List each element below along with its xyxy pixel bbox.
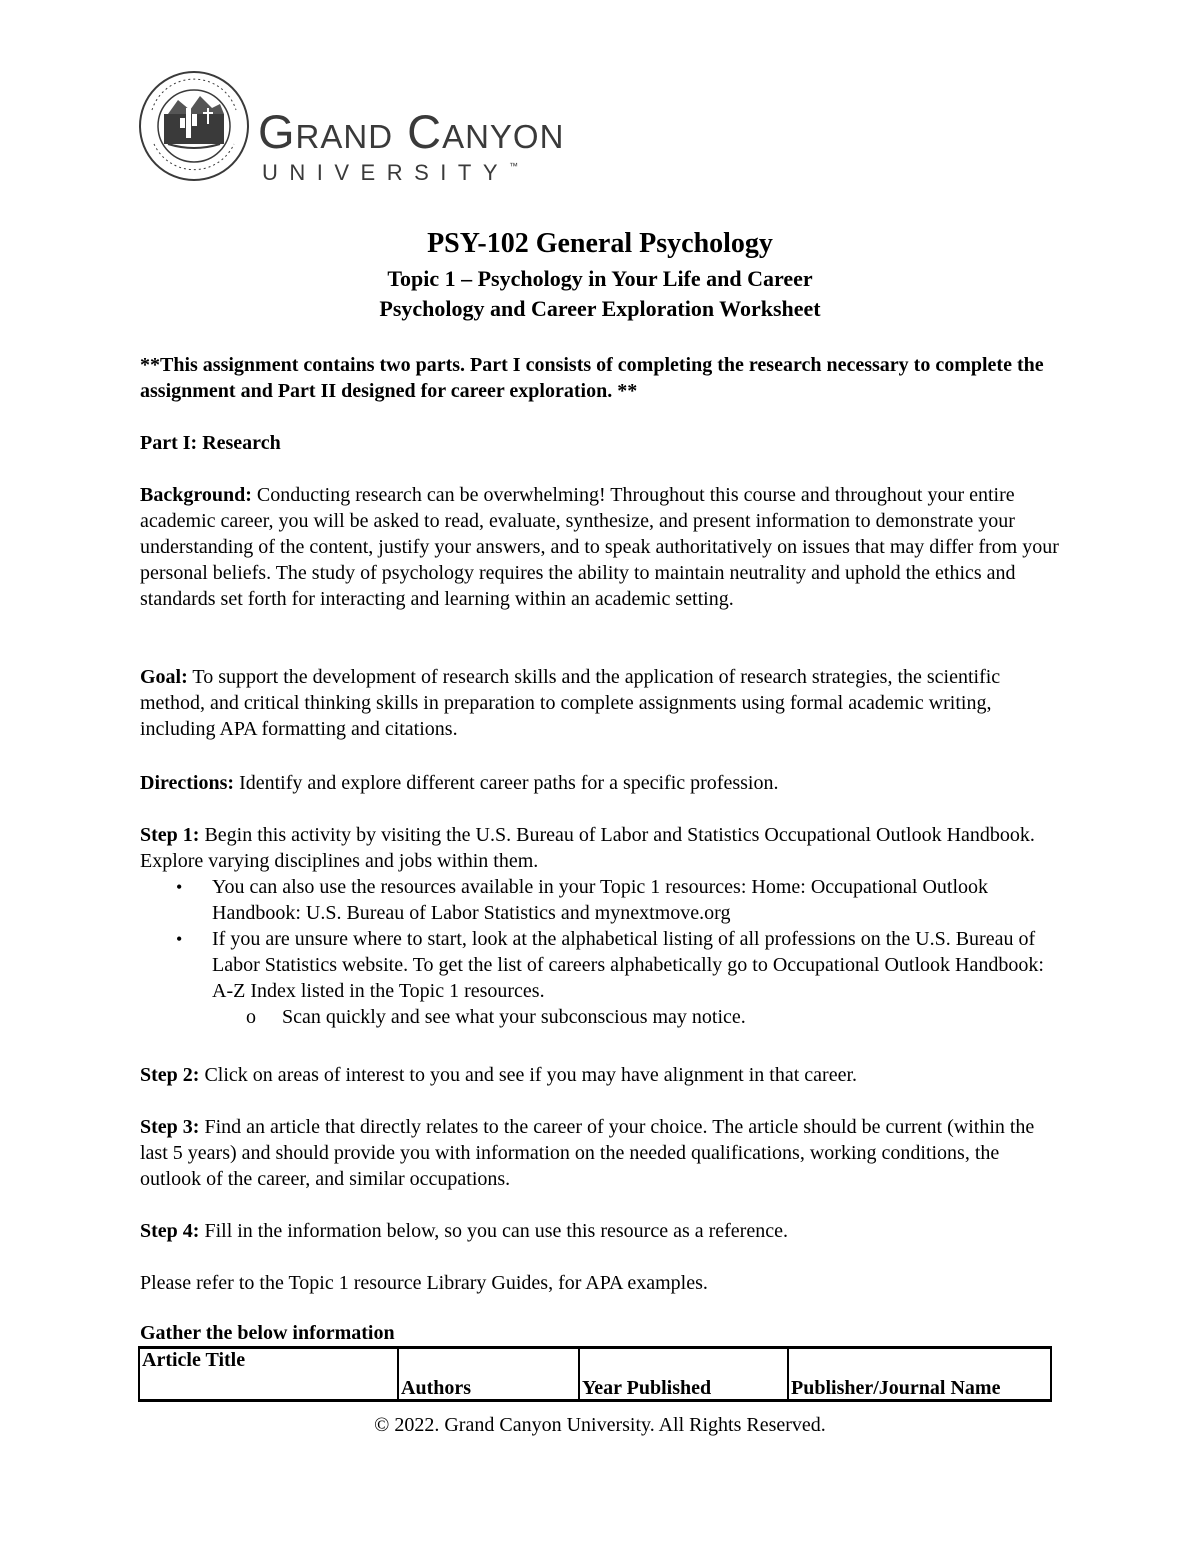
directions-label: Directions:	[140, 772, 235, 794]
step3-text: Find an article that directly relates to the career of your choice. The article should be current (within the last 5 years) and should provide you with information on the needed qualifications, working conditions, the outlook of the career, and similar occupations.	[140, 1116, 1035, 1190]
step1-text: Begin this activity by visiting the U.S. Bureau of Labor and Statistics Occupational Outlook Handbook. Explore varying disciplines and jobs within them.	[140, 824, 1035, 872]
step2-label: Step 2:	[140, 1064, 200, 1086]
sub-bullet-icon: o	[246, 1006, 256, 1028]
step2-text: Click on areas of interest to you and see if you may have alignment in that career.	[199, 1064, 858, 1086]
university-seal-icon	[138, 70, 250, 182]
bullet-text: If you are unsure where to start, look at the alphabetical listing of all professions on the U.S. Bureau of Labor Statistics website. To get the list of careers alphabetically go to Occupational Outlook Handbook: A-Z Index listed in the Topic 1 resources.	[212, 928, 1044, 1002]
column-header-year-published: Year Published	[579, 1348, 788, 1401]
step4-paragraph	[140, 1218, 1060, 1244]
column-header-authors: Authors	[398, 1348, 579, 1401]
table-heading: Gather the below information	[140, 1322, 395, 1344]
step4-text: Fill in the information below, so you can use this resource as a reference.	[199, 1220, 788, 1242]
step3-paragraph	[140, 1114, 1060, 1192]
step4-label: Step 4:	[140, 1220, 200, 1242]
university-logo	[138, 70, 698, 190]
course-title: PSY-102 General Psychology	[427, 228, 773, 259]
trademark-symbol: ™	[509, 161, 519, 171]
background-text: Conducting research can be overwhelming! Throughout this course and throughout your entire academic career, you will be asked to read, evaluate, synthesize, and present information to demonstrate your understanding of the content, justify your answers, and to speak authoritatively on issues that may differ from your personal beliefs. The study of psychology requires the ability to maintain neutrality and uphold the ethics and standards set forth for interacting and learning within an academic setting.	[140, 484, 1059, 610]
step1-paragraph	[140, 822, 1060, 874]
bullet-text: You can also use the resources available in your Topic 1 resources: Home: Occupational Outlook Handbook: U.S. Bureau of Labor Statistics and mynextmove.org	[212, 876, 988, 924]
information-table	[138, 1346, 1052, 1402]
step1-label: Step 1:	[140, 824, 200, 846]
background-paragraph	[140, 482, 1060, 612]
apa-note: Please refer to the Topic 1 resource Library Guides, for APA examples.	[140, 1272, 708, 1294]
goal-label: Goal:	[140, 666, 188, 688]
background-label: Background:	[140, 484, 252, 506]
step2-paragraph	[140, 1062, 1060, 1088]
copyright-footer: © 2022. Grand Canyon University. All Rights Reserved.	[374, 1414, 826, 1436]
directions-text: Identify and explore different career paths for a specific profession.	[234, 772, 779, 794]
table-row	[139, 1348, 1051, 1401]
column-header-publisher: Publisher/Journal Name	[788, 1348, 1051, 1401]
column-header-article-title: Article Title	[139, 1348, 398, 1401]
logo-subname-text: UNIVERSITY	[262, 160, 510, 185]
intro-note: **This assignment contains two parts. Part I consists of completing the research necessary to complete the assignment and Part II designed for career exploration. **	[140, 354, 1044, 402]
step3-label: Step 3:	[140, 1116, 200, 1138]
part1-heading: Part I: Research	[140, 432, 281, 454]
goal-text: To support the development of research skills and the application of research strategies, the scientific method, and critical thinking skills in preparation to complete assignments using formal academic writing, including APA formatting and citations.	[140, 666, 1001, 740]
topic-title: Topic 1 – Psychology in Your Life and Career	[387, 266, 813, 291]
logo-name: Grand Canyon	[258, 105, 565, 158]
directions-paragraph	[140, 770, 1060, 796]
logo-subname	[262, 162, 518, 184]
list-item	[140, 874, 1060, 926]
sub-bullet-text: Scan quickly and see what your subconscious may notice.	[282, 1006, 746, 1028]
step1-bullet-list	[140, 874, 1060, 1004]
bullet-icon: •	[176, 929, 183, 949]
goal-paragraph	[140, 664, 1060, 742]
step1-section	[140, 822, 1060, 1030]
bullet-icon: •	[176, 877, 183, 897]
sub-list-item	[140, 1004, 1060, 1030]
list-item	[140, 926, 1060, 1004]
worksheet-title: Psychology and Career Exploration Worksheet	[379, 296, 821, 321]
